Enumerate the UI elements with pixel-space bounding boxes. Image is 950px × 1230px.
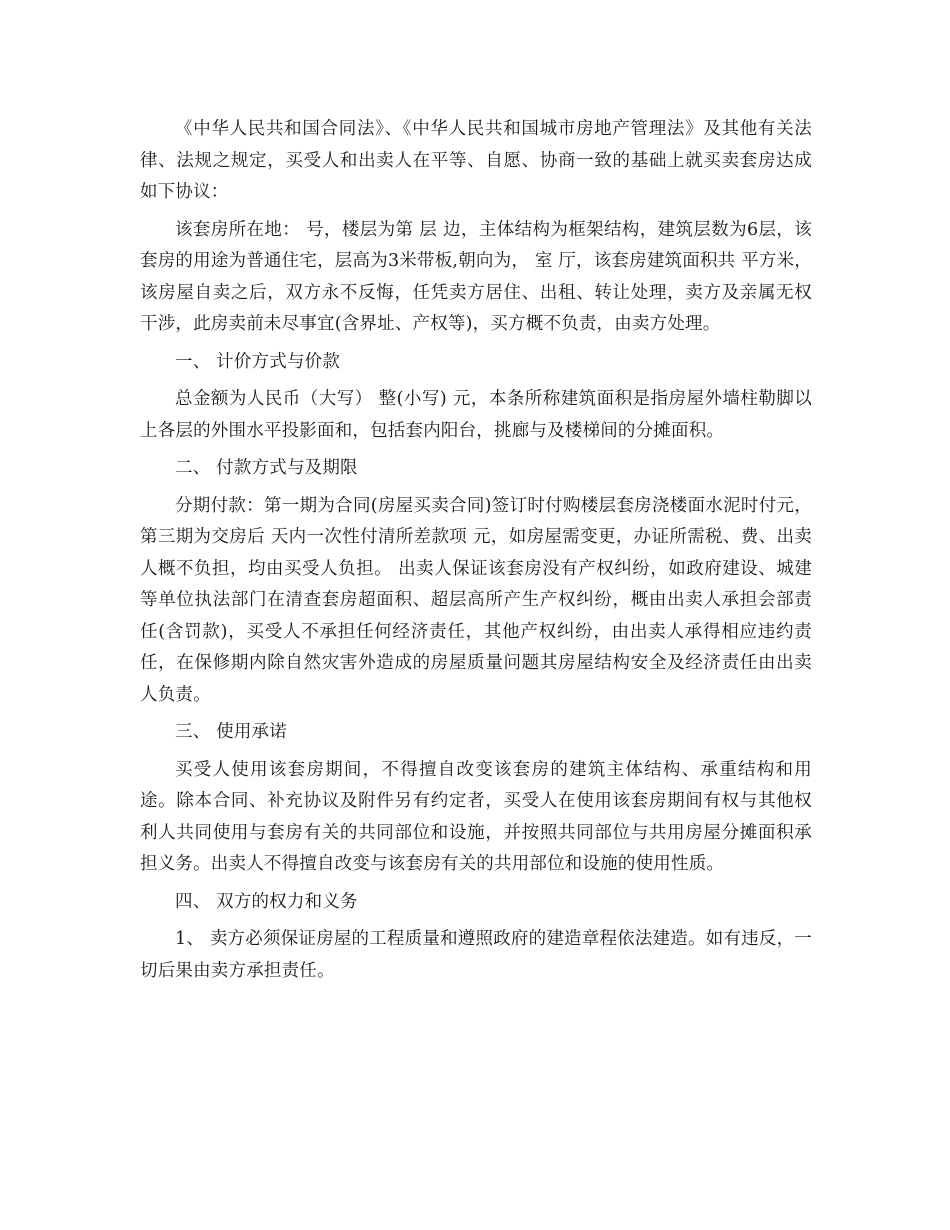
- document-body: [140, 114, 812, 993]
- paragraph-total-amount: 总金额为人民币（大写） 整(小写) 元，本条所称建筑面积是指房屋外墙柱勒脚以上各层的外围水平投影面和，包括套内阳台，挑廊与及楼梯间的分摊面积。: [140, 389, 812, 441]
- paragraph-installment-payment: 分期付款：第一期为合同(房屋买卖合同)签订时付购楼层套房浇楼面水泥时付元，第三期为交房后 天内一次性付清所差款项 元，如房屋需变更，办证所需税、费、出卖人概不负担，均由买受人负担。 出卖人保证该套房没有产权纠纷，如政府建设、城建等单位执法部门在清查套房超面积、超层高所产生产权纠纷，概由出卖人承担会部责任(含罚款)，买受人不承担任何经济责任，其他产权纠纷，由出卖人承得相应违约责任，在保修期内除自然灾害外造成的房屋质量问题其房屋结构安全及经济责任由出卖人负责。: [140, 495, 812, 705]
- section-heading-rights: 四、 双方的权力和义务: [175, 891, 358, 912]
- section-heading-usage: 三、 使用承诺: [175, 722, 287, 742]
- paragraph-usage-commitment: 买受人使用该套房期间，不得擅自改变该套房的建筑主体结构、承重结构和用途。除本合同、补充协议及附件另有约定者，买受人在使用该套房期间有权与其他权利人共同使用与套房有关的共同部位和设施，并按照共同部位与共用房屋分摊面积承担义务。出卖人不得擅自改变与该套房有关的共用部位和设施的使用性质。: [140, 759, 812, 874]
- paragraph-seller-obligation: 1、 卖方必须保证房屋的工程质量和遵照政府的建造章程依法建造。如有违反，一切后果由卖方承担责任。: [140, 929, 812, 981]
- section-heading-pricing: 一、 计价方式与价款: [175, 351, 341, 372]
- paragraph-preamble: 《中华人民共和国合同法》、《中华人民共和国城市房地产管理法》及其他有关法律、法规之规定，买受人和出卖人在平等、自愿、协商一致的基础上就买卖套房达成如下协议：: [140, 119, 812, 202]
- section-heading-payment: 二、 付款方式与及期限: [175, 458, 358, 478]
- paragraph-property-location: 该套房所在地： 号，楼层为第 层 边，主体结构为框架结构，建筑层数为6层，该套房的用途为普通住宅，层高为3米带板,朝向为， 室 厅，该套房建筑面积共 平方米，该房屋自卖之后，双方永不反悔，任凭卖方居住、出租、转让处理，卖方及亲属无权干涉，此房卖前未尽事宜(含界址、产权等)，买方概不负责，由卖方处理。: [140, 219, 812, 334]
